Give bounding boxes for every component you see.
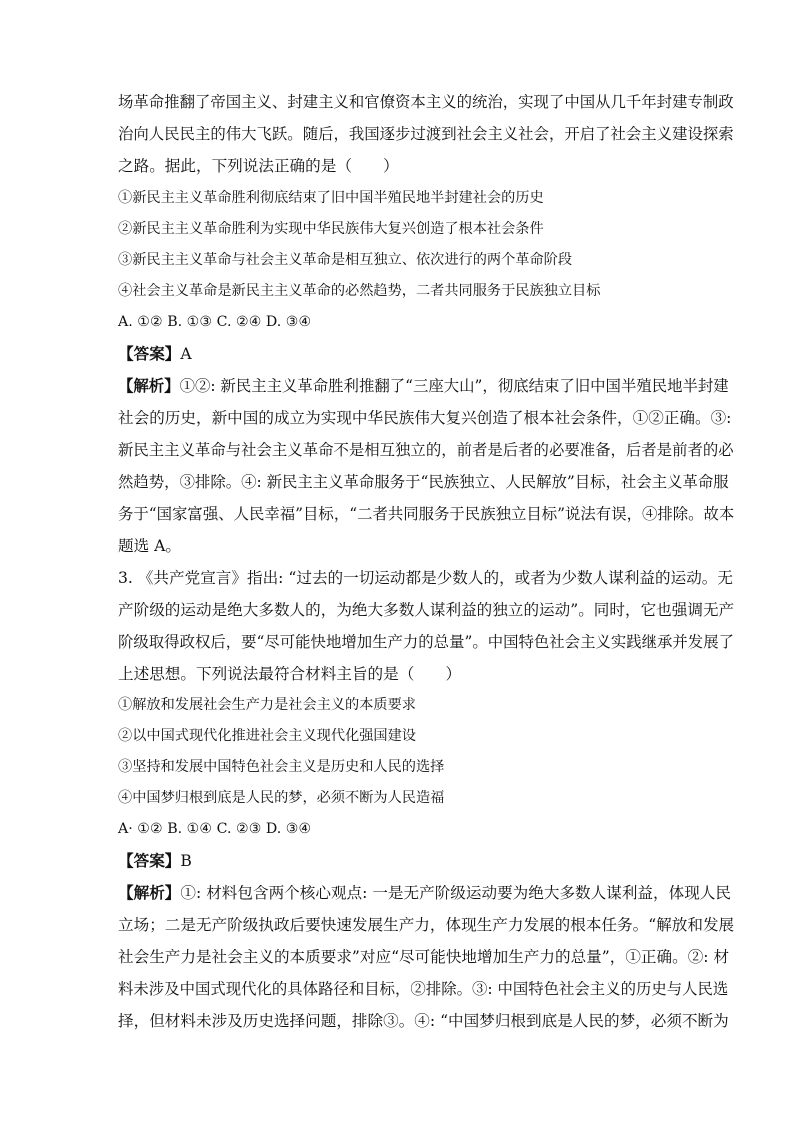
q2-analysis-line bbox=[118, 376, 729, 396]
answer-value: A bbox=[180, 345, 192, 363]
q3-analysis-line bbox=[118, 883, 731, 903]
q2-analysis-line: 然趋势，③排除。④: 新民主主义革命服务于“民族独立、人民解放”目标，社会主义革命服 bbox=[118, 473, 729, 491]
q3-option-item: ②以中国式现代化推进社会主义现代化强国建设 bbox=[118, 728, 416, 744]
q2-analysis-line: 社会的历史，新中国的成立为实现中华民族伟大复兴创造了根本社会条件，①②正确。③: bbox=[118, 409, 732, 427]
analysis-label: 【解析】 bbox=[118, 377, 180, 395]
q2-stem-line: 之路。据此，下列说法正确的是（ ） bbox=[118, 157, 399, 175]
q2-stem-line: 场革命推翻了帝国主义、封建主义和官僚资本主义的统治，实现了中国从几千年封建专制政 bbox=[118, 93, 734, 111]
q2-answer bbox=[118, 344, 192, 364]
analysis-label: 【解析】 bbox=[118, 883, 181, 902]
answer-value: B bbox=[180, 852, 192, 870]
q2-option-item: ①新民主主义革命胜利彻底结束了旧中国半殖民地半封建社会的历史 bbox=[118, 190, 544, 206]
q3-choices: A· ①② B. ①④ C. ②③ D. ③④ bbox=[118, 821, 312, 837]
q3-analysis-line: 料未涉及中国式现代化的具体路径和目标，②排除。③: 中国特色社会主义的历史与人民选 bbox=[118, 980, 729, 998]
analysis-text: ①: 材料包含两个核心观点: 一是无产阶级运动要为绝大多数人谋利益，体现人民 bbox=[180, 884, 731, 902]
analysis-text: ①②: 新民主主义革命胜利推翻了“三座大山”，彻底结束了旧中国半殖民地半封建 bbox=[179, 377, 729, 395]
q2-analysis-line: 新民主主义革命与社会主义革命不是相互独立的，前者是后者的必要准备，后者是前者的必 bbox=[118, 441, 734, 459]
q3-analysis-line: 择，但材料未涉及历史选择问题，排除③。④: “中国梦归根到底是人民的梦，必须不断为 bbox=[118, 1012, 729, 1030]
q3-analysis-line: 社会生产力是社会主义的本质要求”对应“尽可能快地增加生产力的总量”，①正确。②: 材 bbox=[118, 948, 730, 966]
q3-stem-line: 阶级取得政权后，要“尽可能快地增加生产力的总量”。中国特色社会主义实践继承并发展了 bbox=[118, 633, 734, 651]
q3-stem-line: 上述思想。下列说法最符合材料主旨的是（ ） bbox=[118, 665, 462, 683]
answer-label: 【答案】 bbox=[118, 851, 181, 870]
q2-analysis-line: 题选 A。 bbox=[118, 537, 181, 555]
q3-stem-line: 3. 《共产党宣言》指出: “过去的一切运动都是少数人的，或者为少数人谋利益的运动。无 bbox=[118, 569, 733, 587]
q3-option-item: ①解放和发展社会生产力是社会主义的本质要求 bbox=[118, 697, 416, 713]
q3-option-item: ③坚持和发展中国特色社会主义是历史和人民的选择 bbox=[118, 759, 445, 775]
q2-option-item: ④社会主义革命是新民主主义革命的必然趋势，二者共同服务于民族独立目标 bbox=[118, 283, 601, 299]
answer-label: 【答案】 bbox=[118, 344, 181, 363]
q2-option-item: ③新民主主义革命与社会主义革命是相互独立、依次进行的两个革命阶段 bbox=[118, 252, 573, 268]
q2-analysis-line: 务于“国家富强、人民幸福”目标，“二者共同服务于民族独立目标”说法有误，④排除。故本 bbox=[118, 505, 735, 523]
q3-answer bbox=[118, 851, 192, 871]
q2-choices: A. ①② B. ①③ C. ②④ D. ③④ bbox=[118, 314, 312, 330]
q3-analysis-line: 立场；二是无产阶级执政后要快速发展生产力，体现生产力发展的根本任务。“解放和发展 bbox=[118, 916, 735, 934]
q3-option-item: ④中国梦归根到底是人民的梦，必须不断为人民造福 bbox=[118, 790, 445, 806]
q3-stem-line: 产阶级的运动是绝大多数人的，为绝大多数人谋利益的独立的运动”。同时，它也强调无产 bbox=[118, 601, 735, 619]
q2-option-item: ②新民主主义革命胜利为实现中华民族伟大复兴创造了根本社会条件 bbox=[118, 221, 544, 237]
q2-stem-line: 治向人民民主的伟大飞跃。随后，我国逐步过渡到社会主义社会，开启了社会主义建设探索 bbox=[118, 125, 734, 143]
